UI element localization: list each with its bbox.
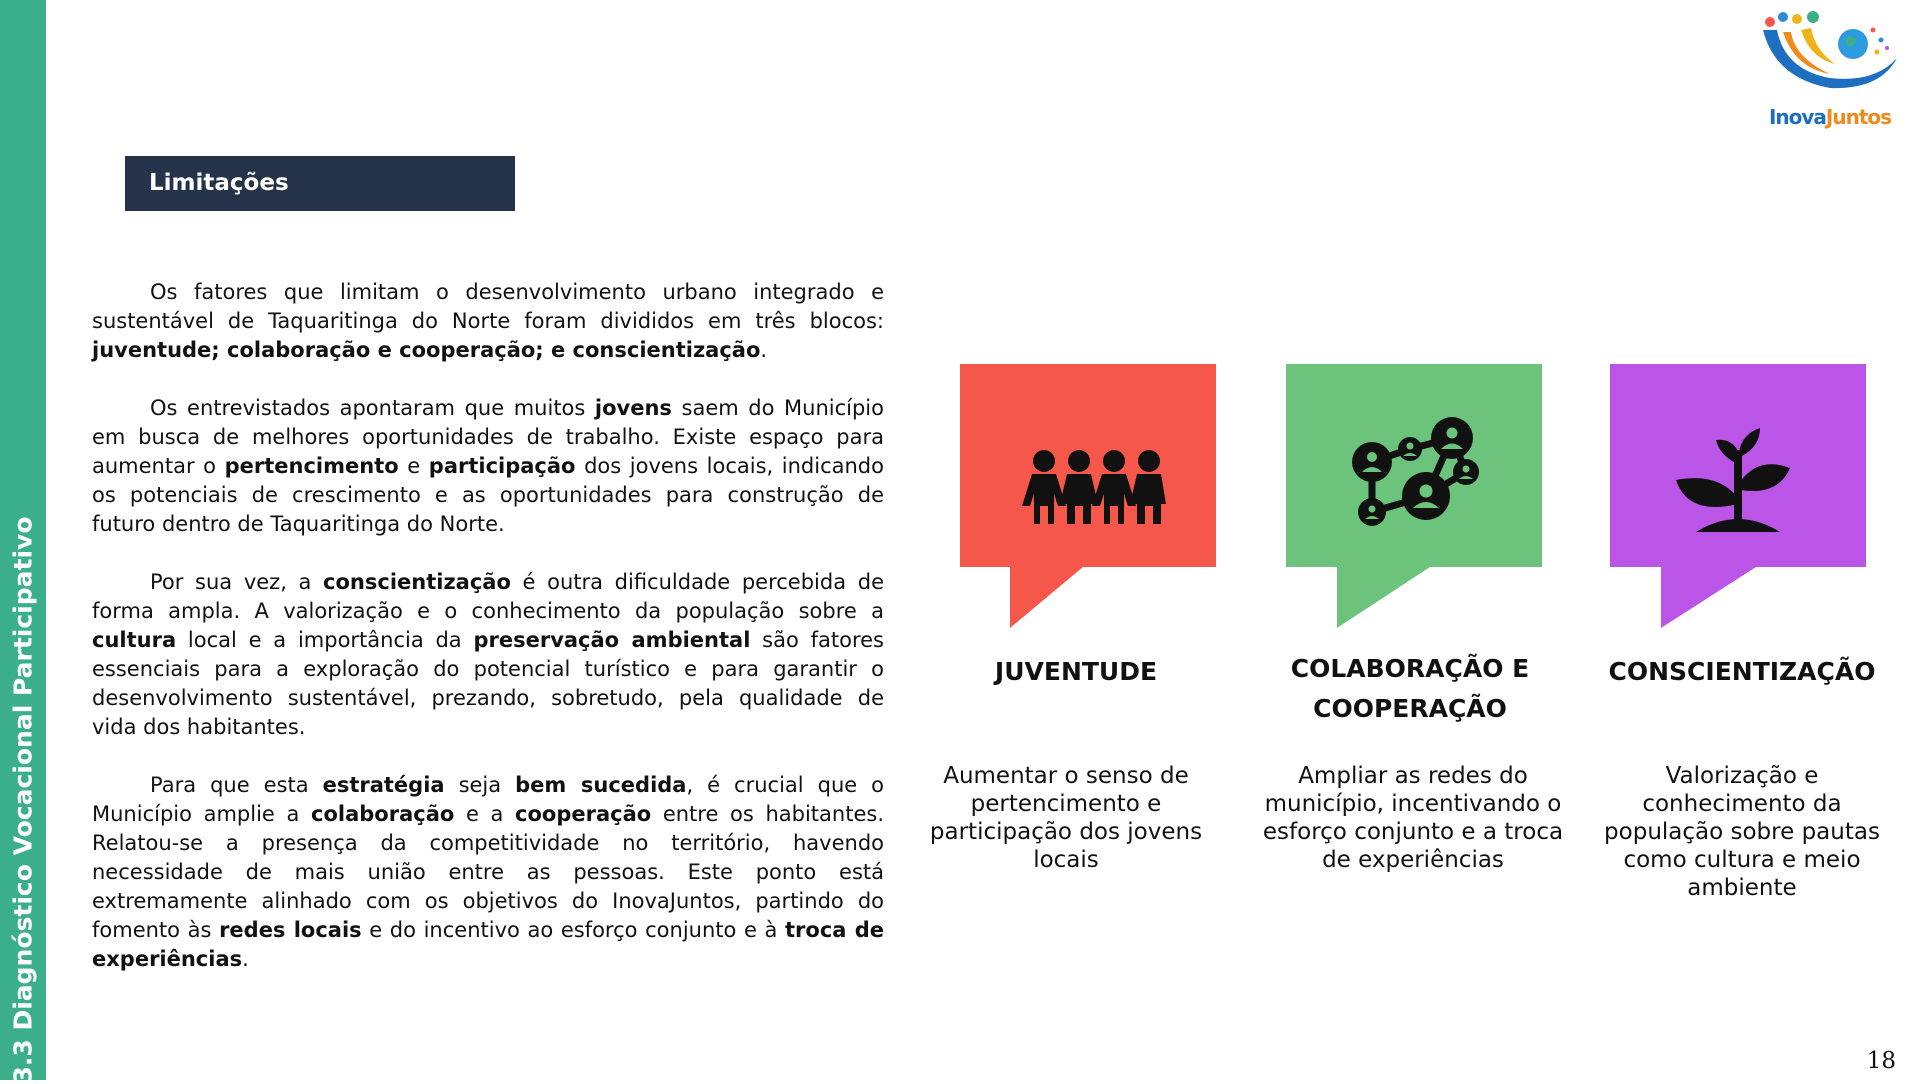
inovajuntos-logo	[1755, 8, 1905, 138]
paragraph-text: seja	[444, 773, 516, 797]
emphasized-text: jovens	[594, 396, 672, 420]
body-paragraph	[92, 771, 884, 974]
card-title-colaboracao: COLABORAÇÃO E COOPERAÇÃO	[1290, 654, 1530, 723]
emphasized-text: participação	[428, 454, 576, 478]
emphasized-text: bem sucedida	[515, 773, 687, 797]
paragraph-text: e a	[454, 802, 516, 826]
paragraph-text: local e a importância da	[176, 628, 474, 652]
card-desc-conscientizacao: Valorização e conhecimento da população sobre pautas como cultura e meio ambiente	[1604, 763, 1880, 901]
emphasized-text: redes locais	[219, 918, 362, 942]
emphasized-text: conscientização	[323, 570, 511, 594]
body-text	[92, 278, 884, 974]
logo-wordmark: InovaJuntos	[1768, 105, 1892, 129]
paragraph-text: .	[242, 947, 249, 971]
section-title: Limitações	[149, 170, 289, 196]
card-desc-juventude: Aumentar o senso de pertencimento e participação dos jovens locais	[929, 763, 1203, 873]
paragraph-text: dos jovens locais, indicando os potenciais de crescimento e as oportunidades para construção de futuro dentro de Taquaritinga do Norte.	[92, 454, 884, 536]
paragraph-text: Para que esta	[150, 773, 323, 797]
card-conscientizacao	[1610, 364, 1866, 634]
emphasized-text: estratégia	[322, 773, 445, 797]
emphasized-text: pertencimento	[224, 454, 399, 478]
paragraph-text: e do incentivo ao esforço conjunto e à	[361, 918, 786, 942]
paragraph-text: Os fatores que limitam o desenvolvimento urbano integrado e sustentável de Taquaritinga do Norte foram divididos em três blocos:	[92, 280, 884, 333]
paragraph-text: saem do Município em busca de melhores oportunidades de trabalho. Existe espaço para aumentar o	[92, 396, 884, 478]
paragraph-text: são fatores essenciais para a exploração do potencial turístico e para garantir o desenvolvimento sustentável, prezando, sobretudo, pela qualidade de vida dos habitantes.	[92, 628, 884, 739]
paragraph-text: e	[398, 454, 429, 478]
emphasized-text: preservação ambiental	[473, 628, 751, 652]
card-title-juventude: JUVENTUDE	[994, 657, 1158, 686]
logo-mark-icon	[1755, 8, 1905, 108]
plant-sprout-icon	[1658, 394, 1818, 544]
paragraph-text: , é crucial que o Município amplie a	[92, 773, 885, 826]
section-header	[125, 156, 515, 211]
card-desc-colaboracao: Ampliar as redes do município, incentivando o esforço conjunto e a troca de experiências	[1262, 763, 1564, 873]
emphasized-text: troca de experiências	[92, 918, 884, 971]
body-paragraph	[92, 568, 884, 742]
page-number: 18	[1866, 1048, 1896, 1074]
card-colaboracao	[1286, 364, 1542, 634]
card-juventude	[960, 364, 1216, 634]
paragraph-text: Por sua vez, a	[150, 570, 324, 594]
emphasized-text: cooperação	[515, 802, 652, 826]
emphasized-text: juventude; colaboração e cooperação; e conscientização	[92, 338, 761, 362]
network-icon	[1334, 394, 1494, 544]
group-of-people-icon	[1008, 394, 1168, 544]
paragraph-text: é outra dificuldade percebida de forma ampla. A valorização e o conhecimento da população sobre a	[92, 570, 884, 623]
paragraph-text: entre os habitantes. Relatou-se a presença da competitividade no território, havendo necessidade de mais união entre as pessoas. Este ponto está extremamente alinhado com os objetivos do InovaJuntos, partindo do fomento às	[92, 802, 884, 942]
body-paragraph	[92, 278, 884, 365]
emphasized-text: cultura	[92, 628, 177, 652]
body-paragraph	[92, 394, 884, 539]
paragraph-text: .	[760, 338, 768, 362]
sidebar-band	[0, 0, 46, 1084]
emphasized-text: colaboração	[311, 802, 455, 826]
card-title-conscientizacao: CONSCIENTIZAÇÃO	[1608, 657, 1876, 686]
paragraph-text: Os entrevistados apontaram que muitos	[150, 396, 595, 420]
sidebar-section-label: 3.3 Diagnóstico Vocacional Participativo	[8, 516, 38, 1084]
